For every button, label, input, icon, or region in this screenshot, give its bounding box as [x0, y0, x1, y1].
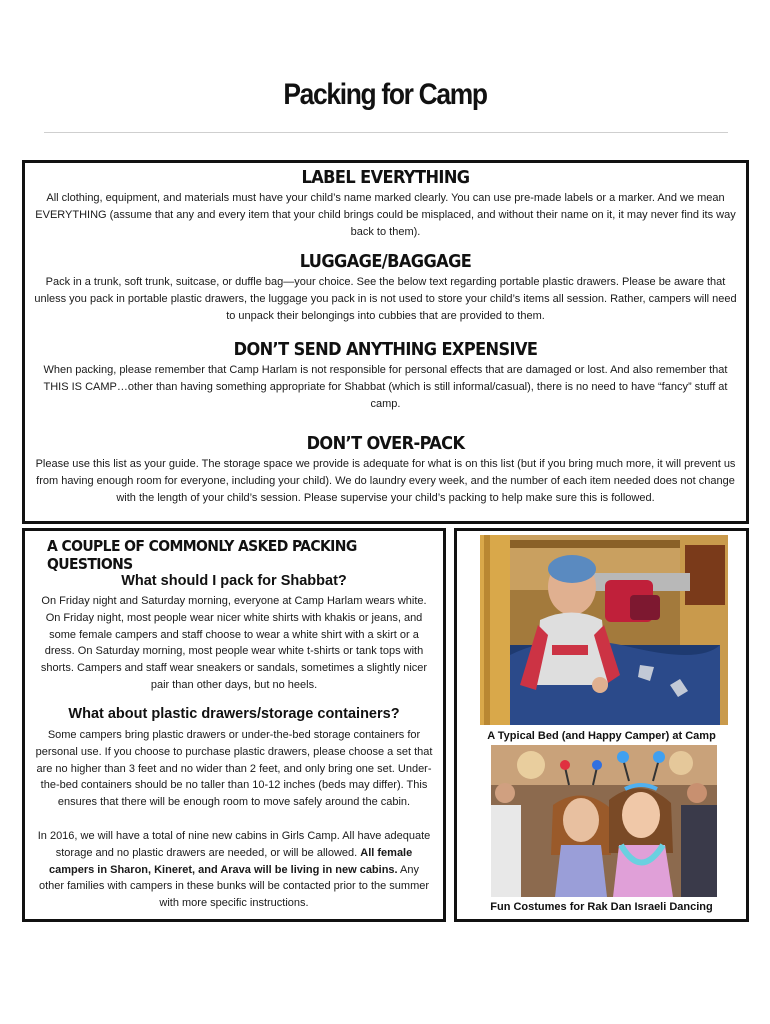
section-heading: DON’T SEND ANYTHING EXPENSIVE	[233, 339, 538, 360]
question-shabbat: What should I pack for Shabbat?	[121, 573, 347, 589]
answer-storage-2-end: Any other families with campers in these bunks will be contacted prior to the summer with more specific instructions.	[38, 863, 430, 910]
photo-caption-dancing: Fun Costumes for Rak Dan Israeli Dancing	[490, 901, 713, 913]
faq-heading: A COUPLE OF COMMONLY ASKED PACKING QUESTIONS	[47, 537, 357, 573]
answer-shabbat: On Friday night and Saturday morning, everyone at Camp Harlam wears white. On Friday night, most people wear nicer white shirts with khakis or jeans, and some female campers and staff choose to wear a white shirt with a skirt or a dress. On Saturday morning, most people wear white t-shirts or tank tops with shorts. Campers and staff wear sneakers or sandals, sometimes a slightly nicer pair than other days, but no heels.	[40, 595, 428, 691]
section-expensive	[33, 339, 738, 412]
section-luggage	[33, 251, 738, 324]
section-label-everything	[33, 167, 738, 240]
section-over-pack	[33, 433, 738, 506]
title-divider	[44, 132, 728, 133]
section-text: When packing, please remember that Camp Harlam is not responsible for personal effects that are damaged or lost. And also remember that THIS IS CAMP…other than having something appropriate for Shabbat (which is still informal/casual), there is no need to have “fancy” stuff at camp.	[43, 364, 728, 410]
section-text: All clothing, equipment, and materials must have your child’s name marked clearly. You can use pre-made labels or a marker. And we mean EVERYTHING (assume that any and every item that your child brings could be misplaced, and without their name on it, it may never find its way back to them).	[35, 192, 736, 238]
section-text: Please use this list as your guide. The storage space we provide is adequate for what is on this list (but if you bring much more, it will prevent us from having enough room for everyone, including your child). We do laundry every week, and the number of each item needed does not change with the length of your child’s session. Please supervise your child’s packing to help make sure this is followed.	[35, 458, 736, 504]
photo-caption-bed: A Typical Bed (and Happy Camper) at Camp	[487, 730, 716, 742]
answer-storage-1: Some campers bring plastic drawers or under-the-bed storage containers for personal use. If you choose to purchase plastic drawers, please choose a set that are no higher than 3 feet and no wider than 2 feet, and only bring one set. Under-the-bed containers should be no taller than 10-12 inches (beds may differ). This ensures that there will be enough room to move safely around the cabin.	[35, 729, 433, 809]
dancing-photo	[491, 745, 717, 897]
answer-storage-2	[35, 828, 433, 912]
section-heading: LABEL EVERYTHING	[301, 167, 470, 188]
camper-bed-photo	[480, 535, 728, 725]
dancing-illustration	[491, 745, 717, 897]
camper-bed-illustration	[480, 535, 728, 725]
section-heading: LUGGAGE/BAGGAGE	[299, 251, 472, 272]
faq-box	[22, 528, 446, 922]
answer-storage-2-plain: In 2016, we will have a total of nine new cabins in Girls Camp. All have adequate storage and no plastic drawers are needed, or will be allowed.	[37, 830, 431, 859]
question-storage: What about plastic drawers/storage containers?	[68, 706, 400, 722]
packing-rules-box	[22, 160, 749, 524]
answer-storage-2-bold: All female campers in Sharon, Kineret, and Arava will be living in new cabins.	[48, 846, 413, 876]
page-title: Packing for Camp	[283, 78, 487, 111]
section-heading: DON’T OVER-PACK	[306, 433, 465, 454]
section-text: Pack in a trunk, soft trunk, suitcase, or duffle bag—your choice. See the below text regarding portable plastic drawers. Please be aware that unless you pack in portable plastic drawers, the luggage you pack in is not used to store your child’s items all session. Rather, campers will need to unpack their belongings into cubbies that are provided to them.	[34, 276, 737, 322]
photos-box	[454, 528, 749, 922]
